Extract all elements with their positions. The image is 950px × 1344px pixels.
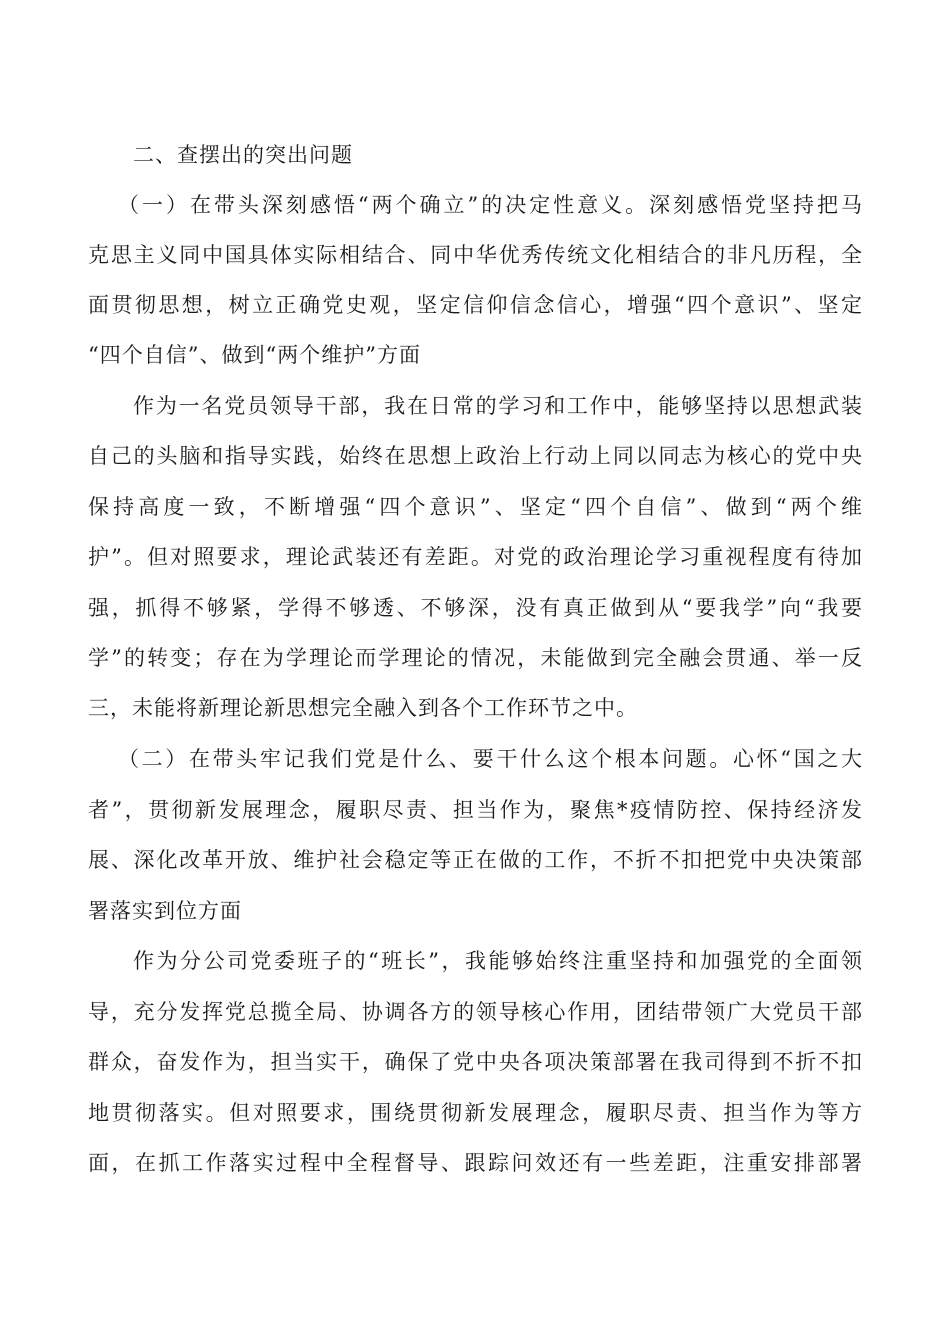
paragraph-line: 自己的头脑和指导实践，始终在思想上政治上行动上同以同志为核心的党中央 xyxy=(88,444,863,468)
paragraph-line: 展、深化改革开放、维护社会稳定等正在做的工作，不折不扣把党中央决策部 xyxy=(88,848,863,872)
paragraph-line: 面贯彻思想，树立正确党史观，坚定信仰信念信心，增强“四个意识”、坚定 xyxy=(88,293,863,317)
paragraph-line: （二）在带头牢记我们党是什么、要干什么这个根本问题。心怀“国之大 xyxy=(118,747,863,771)
paragraph-line: 护”。但对照要求，理论武装还有差距。对党的政治理论学习重视程度有待加 xyxy=(88,545,863,569)
paragraph-line: 地贯彻落实。但对照要求，围绕贯彻新发展理念，履职尽责、担当作为等方 xyxy=(88,1101,863,1125)
paragraph-line: 克思主义同中国具体实际相结合、同中华优秀传统文化相结合的非凡历程，全 xyxy=(88,243,863,267)
paragraph-line: 面，在抓工作落实过程中全程督导、跟踪问效还有一些差距，注重安排部署 xyxy=(88,1151,863,1175)
paragraph-line: 署落实到位方面 xyxy=(88,899,242,923)
paragraph-line: 作为分公司党委班子的“班长”，我能够始终注重坚持和加强党的全面领 xyxy=(133,949,863,973)
paragraph-line: 群众，奋发作为，担当实干，确保了党中央各项决策部署在我司得到不折不扣 xyxy=(88,1050,863,1074)
paragraph-line: 强，抓得不够紧，学得不够透、不够深，没有真正做到从“要我学”向“我要 xyxy=(88,596,863,620)
paragraph-line: 导，充分发挥党总揽全局、协调各方的领导核心作用，团结带领广大党员干部 xyxy=(88,1000,863,1024)
paragraph-line: 保持高度一致，不断增强“四个意识”、坚定“四个自信”、做到“两个维 xyxy=(88,495,863,519)
paragraph-line: 者”，贯彻新发展理念，履职尽责、担当作为，聚焦*疫情防控、保持经济发 xyxy=(88,798,863,822)
paragraph-line: 学”的转变；存在为学理论而学理论的情况，未能做到完全融会贯通、举一反 xyxy=(88,646,863,670)
paragraph-line: “四个自信”、做到“两个维护”方面 xyxy=(88,343,421,367)
paragraph-line: 三，未能将新理论新思想完全融入到各个工作环节之中。 xyxy=(88,696,638,720)
paragraph-line: 作为一名党员领导干部，我在日常的学习和工作中，能够坚持以思想武装 xyxy=(133,394,863,418)
paragraph-line: （一）在带头深刻感悟“两个确立”的决定性意义。深刻感悟党坚持把马 xyxy=(118,193,863,217)
section-heading: 二、查摆出的突出问题 xyxy=(133,143,353,167)
